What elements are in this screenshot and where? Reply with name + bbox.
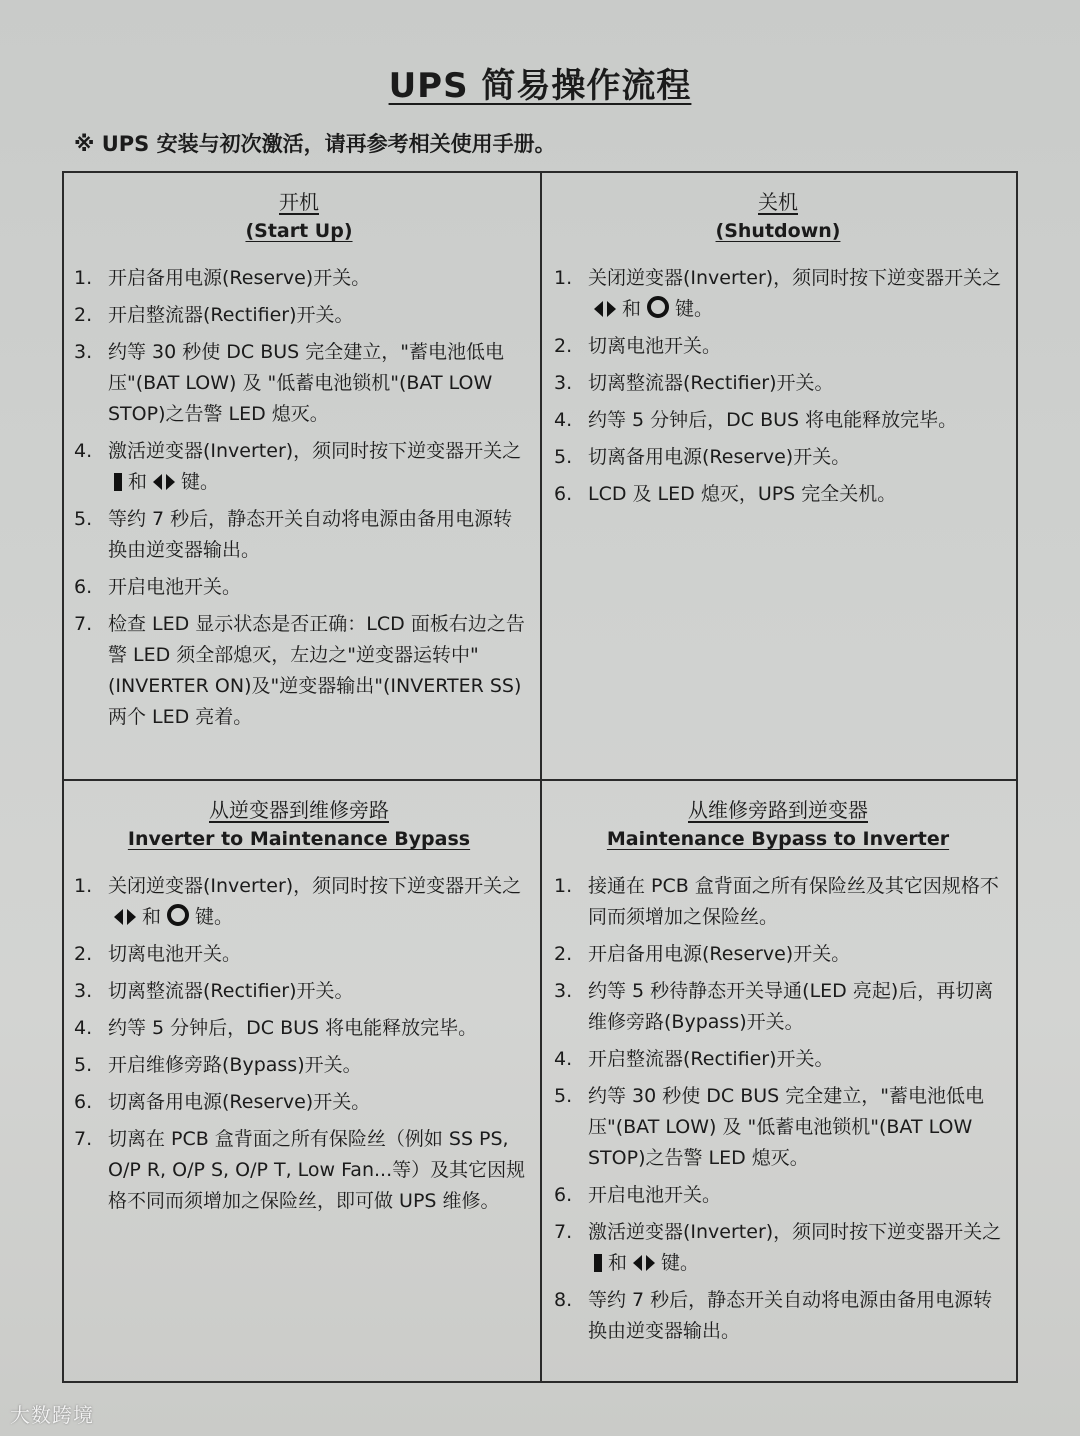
inverter-off-icon — [167, 904, 189, 926]
shutdown-step-1: 1. 关闭逆变器(Inverter)，须同时按下逆变器开关之和 键。 — [554, 267, 1002, 320]
to-inverter-step-5: 5. 约等 30 秒使 DC BUS 完全建立，"蓄电池低电压"(BAT LOW) 及 "低蓄电池锁机"(BAT LOW STOP)之告警 LED 熄灭。 — [554, 1085, 985, 1169]
install-note: ※ UPS 安装与初次激活，请再参考相关使用手册。 — [74, 132, 556, 156]
to-bypass-title-en: Inverter to Maintenance Bypass — [127, 828, 471, 850]
startup-title-en: (Start Up) — [245, 220, 353, 242]
to-bypass-step-1: 1. 关闭逆变器(Inverter)，须同时按下逆变器开关之和 键。 — [74, 875, 522, 928]
shutdown-title-en: (Shutdown) — [715, 220, 841, 242]
inverter-off-icon — [647, 296, 669, 318]
shutdown-step-3: 3. 切离整流器(Rectifier)开关。 — [554, 372, 834, 394]
startup-step-2: 2. 开启整流器(Rectifier)开关。 — [74, 304, 354, 326]
startup-step-3: 3. 约等 30 秒使 DC BUS 完全建立，"蓄电池低电压"(BAT LOW) 及 "低蓄电池锁机"(BAT LOW STOP)之告警 LED 熄灭。 — [74, 341, 505, 425]
to-bypass-section — [64, 781, 540, 1381]
to-inverter-section — [542, 781, 1018, 1381]
shutdown-step-2: 2. 切离电池开关。 — [554, 335, 722, 357]
startup-step-1: 1. 开启备用电源(Reserve)开关。 — [74, 267, 371, 289]
startup-title-zh: 开机 — [279, 190, 319, 214]
arrows-icon — [153, 473, 175, 491]
to-bypass-step-6: 6. 切离备用电源(Reserve)开关。 — [74, 1091, 371, 1113]
to-inverter-step-2: 2. 开启备用电源(Reserve)开关。 — [554, 943, 851, 965]
arrows-icon — [114, 908, 136, 926]
arrows-icon — [633, 1254, 655, 1272]
watermark: 大数跨境 — [10, 1403, 94, 1427]
to-inverter-step-4: 4. 开启整流器(Rectifier)开关。 — [554, 1048, 834, 1070]
to-bypass-step-5: 5. 开启维修旁路(Bypass)开关。 — [74, 1054, 362, 1076]
to-bypass-step-4: 4. 约等 5 分钟后，DC BUS 将电能释放完毕。 — [74, 1017, 478, 1039]
shutdown-step-6: 6. LCD 及 LED 熄灭，UPS 完全关机。 — [554, 483, 897, 505]
startup-step-5: 5. 等约 7 秒后，静态开关自动将电源由备用电源转换由逆变器输出。 — [74, 508, 513, 561]
to-inverter-title-zh: 从维修旁路到逆变器 — [688, 798, 868, 822]
to-inverter-step-7: 7. 激活逆变器(Inverter)，须同时按下逆变器开关之和 键。 — [554, 1221, 1002, 1274]
shutdown-title-zh: 关机 — [758, 190, 798, 214]
inverter-on-icon — [594, 1254, 602, 1272]
to-bypass-step-7: 7. 切离在 PCB 盒背面之所有保险丝（例如 SS PS, O/P R, O/P S, O/P T, Low Fan...等）及其它因规格不同而须增加之保险丝，即可做 UPS 维修。 — [74, 1128, 526, 1212]
startup-step-4: 4. 激活逆变器(Inverter)，须同时按下逆变器开关之和 键。 — [74, 440, 522, 493]
to-bypass-step-2: 2. 切离电池开关。 — [74, 943, 242, 965]
inverter-on-icon — [114, 473, 122, 491]
to-inverter-step-1: 1. 接通在 PCB 盒背面之所有保险丝及其它因规格不同而须增加之保险丝。 — [554, 875, 999, 928]
to-inverter-step-3: 3. 约等 5 秒待静态开关导通(LED 亮起)后，再切离维修旁路(Bypass)开关。 — [554, 980, 994, 1033]
shutdown-step-5: 5. 切离备用电源(Reserve)开关。 — [554, 446, 851, 468]
startup-section — [64, 173, 540, 779]
to-inverter-title-en: Maintenance Bypass to Inverter — [606, 828, 950, 850]
startup-step-6: 6. 开启电池开关。 — [74, 576, 242, 598]
shutdown-section — [542, 173, 1018, 779]
procedure-grid — [62, 171, 1018, 1383]
to-bypass-title-zh: 从逆变器到维修旁路 — [209, 798, 389, 822]
to-inverter-step-8: 8. 等约 7 秒后，静态开关自动将电源由备用电源转换由逆变器输出。 — [554, 1289, 993, 1342]
shutdown-step-4: 4. 约等 5 分钟后，DC BUS 将电能释放完毕。 — [554, 409, 958, 431]
startup-step-7: 7. 检查 LED 显示状态是否正确：LCD 面板右边之告警 LED 须全部熄灭，左边之"逆变器运转中"(INVERTER ON)及"逆变器输出"(INVERTER SS)两个 LED 亮着。 — [74, 613, 525, 728]
to-inverter-step-6: 6. 开启电池开关。 — [554, 1184, 722, 1206]
arrows-icon — [594, 300, 616, 318]
page-title: UPS 简易操作流程 — [388, 66, 692, 106]
to-bypass-step-3: 3. 切离整流器(Rectifier)开关。 — [74, 980, 354, 1002]
